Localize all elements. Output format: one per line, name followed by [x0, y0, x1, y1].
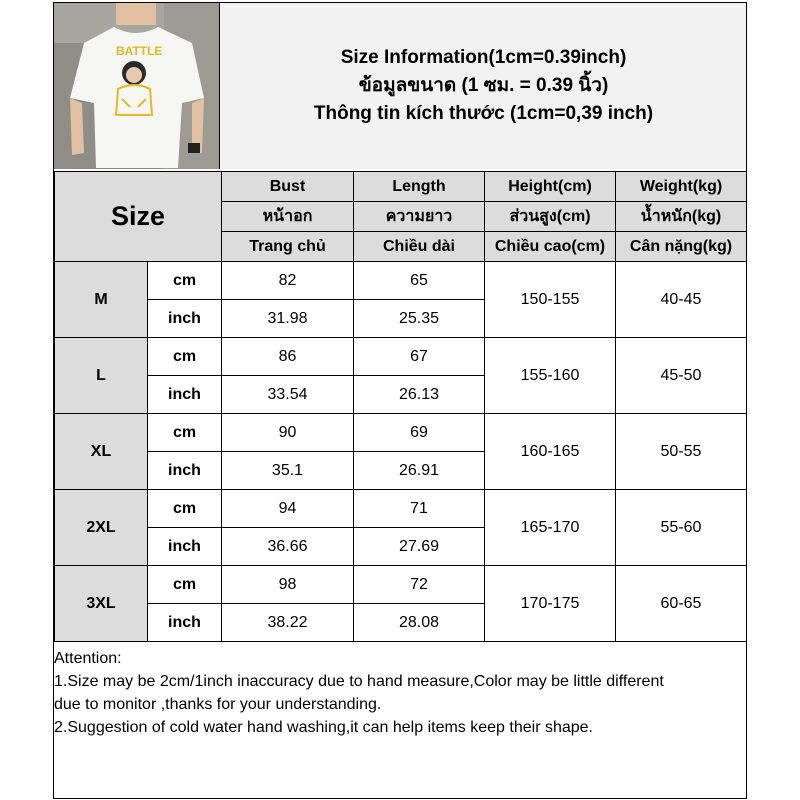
size-name: L	[55, 338, 148, 414]
unit-inch: inch	[148, 452, 222, 490]
length-inch: 27.69	[354, 528, 485, 566]
bust-inch: 36.66	[222, 528, 354, 566]
title-thai: ข้อมูลขนาด (1 ซม. = 0.39 นิ้ว)	[358, 75, 609, 96]
col-height-vi: Chiều cao(cm)	[485, 232, 616, 262]
unit-cm: cm	[148, 566, 222, 604]
height-range: 170-175	[485, 566, 616, 642]
bust-cm: 86	[222, 338, 354, 376]
col-bust-vi: Trang chủ	[222, 232, 354, 262]
title-vietnamese: Thông tin kích thước (1cm=0,39 inch)	[313, 103, 654, 124]
attention-notes	[54, 647, 744, 739]
height-range: 160-165	[485, 414, 616, 490]
length-inch: 25.35	[354, 300, 485, 338]
bust-cm: 98	[222, 566, 354, 604]
unit-inch: inch	[148, 528, 222, 566]
bust-inch: 35.1	[222, 452, 354, 490]
weight-range: 40-45	[616, 262, 747, 338]
table-row	[55, 414, 747, 452]
header-row-english	[55, 172, 747, 202]
weight-range: 45-50	[616, 338, 747, 414]
length-cm: 67	[354, 338, 485, 376]
table-row	[55, 262, 747, 300]
weight-range: 55-60	[616, 490, 747, 566]
unit-cm: cm	[148, 414, 222, 452]
note-line-1a: 1.Size may be 2cm/1inch inaccuracy due to hand measure,Color may be little different	[54, 673, 664, 690]
unit-inch: inch	[148, 376, 222, 414]
length-inch: 28.08	[354, 604, 485, 642]
height-range: 155-160	[485, 338, 616, 414]
weight-range: 60-65	[616, 566, 747, 642]
col-height-en: Height(cm)	[485, 172, 616, 202]
col-weight-en: Weight(kg)	[616, 172, 747, 202]
col-weight-vi: Cân nặng(kg)	[616, 232, 747, 262]
bust-inch: 33.54	[222, 376, 354, 414]
bust-cm: 82	[222, 262, 354, 300]
col-length-vi: Chiều dài	[354, 232, 485, 262]
size-header: Size	[55, 172, 222, 262]
size-name: M	[55, 262, 148, 338]
length-cm: 65	[354, 262, 485, 300]
unit-cm: cm	[148, 338, 222, 376]
size-information-header	[221, 3, 746, 169]
table-row	[55, 490, 747, 528]
unit-cm: cm	[148, 262, 222, 300]
col-bust-th: หน้าอก	[222, 202, 354, 232]
table-row	[55, 566, 747, 604]
unit-cm: cm	[148, 490, 222, 528]
length-inch: 26.13	[354, 376, 485, 414]
size-name: XL	[55, 414, 148, 490]
col-length-th: ความยาว	[354, 202, 485, 232]
length-cm: 69	[354, 414, 485, 452]
height-range: 165-170	[485, 490, 616, 566]
model-tshirt-image	[54, 3, 219, 169]
size-name: 3XL	[55, 566, 148, 642]
table-row	[55, 338, 747, 376]
note-line-1b: due to monitor ,thanks for your understanding.	[54, 696, 382, 713]
size-name: 2XL	[55, 490, 148, 566]
bust-cm: 94	[222, 490, 354, 528]
unit-inch: inch	[148, 604, 222, 642]
title-english: Size Information(1cm=0.39inch)	[340, 47, 627, 68]
size-table	[54, 171, 747, 642]
note-line-2: 2.Suggestion of cold water hand washing,it can help items keep their shape.	[54, 719, 593, 736]
unit-inch: inch	[148, 300, 222, 338]
svg-text:BATTLE: BATTLE	[116, 44, 163, 58]
bust-cm: 90	[222, 414, 354, 452]
weight-range: 50-55	[616, 414, 747, 490]
col-height-th: ส่วนสูง(cm)	[485, 202, 616, 232]
product-photo	[54, 3, 220, 169]
bust-inch: 31.98	[222, 300, 354, 338]
col-length-en: Length	[354, 172, 485, 202]
length-cm: 72	[354, 566, 485, 604]
col-bust-en: Bust	[222, 172, 354, 202]
notes-heading: Attention:	[54, 650, 122, 667]
col-weight-th: น้ำหนัก(kg)	[616, 202, 747, 232]
height-range: 150-155	[485, 262, 616, 338]
length-inch: 26.91	[354, 452, 485, 490]
bust-inch: 38.22	[222, 604, 354, 642]
length-cm: 71	[354, 490, 485, 528]
